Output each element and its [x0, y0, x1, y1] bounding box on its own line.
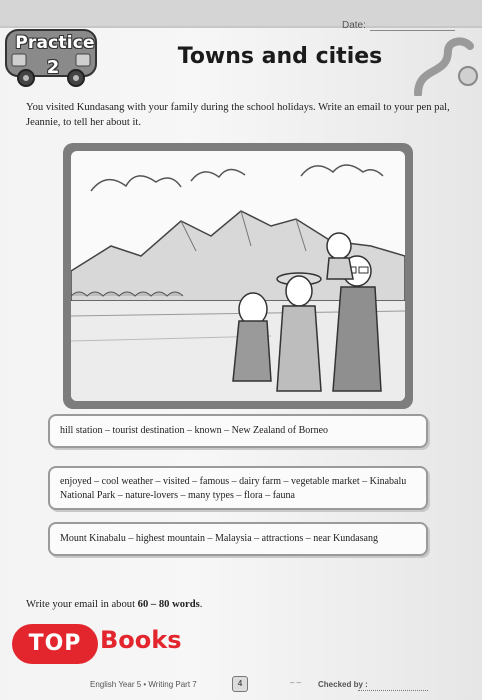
clue-box-3: Mount Kinabalu – highest mountain – Malaysia – attractions – near Kundasang: [48, 522, 428, 556]
checked-by-line: [358, 690, 428, 691]
footer-dash: – –: [290, 678, 302, 687]
instruction-text: You visited Kundasang with your family during the school holidays. Write an email to your pen pal, Jeannie, to tell her about it.: [26, 102, 450, 128]
clue-box-2: enjoyed – cool weather – visited – famous – dairy farm – vegetable market – Kinabalu National Park – nature-lovers – many types – flora – fauna: [48, 466, 428, 510]
write-prompt-suffix: .: [199, 599, 203, 610]
practice-badge: [4, 28, 100, 88]
clue-box-1: hill station – tourist destination – known – New Zealand of Borneo: [48, 414, 428, 448]
write-prompt: [26, 599, 202, 610]
footer-subject: English Year 5 • Writing Part 7: [90, 680, 197, 689]
badge-number: 2: [46, 57, 60, 78]
logo-books-text: Books: [100, 626, 182, 654]
date-label: Date:: [342, 20, 366, 31]
page-number: 4: [232, 676, 248, 692]
kundasang-illustration: [71, 151, 405, 401]
page-title: Towns and cities: [177, 44, 383, 69]
logo-top-text: TOP: [12, 624, 98, 664]
date-line: [370, 30, 455, 31]
write-prompt-prefix: Write your email in about: [26, 599, 138, 610]
checked-by-label: Checked by :: [318, 680, 368, 689]
badge-word: Practice: [15, 33, 95, 53]
page-footer: [0, 672, 482, 700]
mountain-family-illustration: [71, 151, 405, 401]
road-sign-icon: [408, 36, 480, 96]
picture-frame: [63, 143, 413, 409]
top-band: [0, 0, 482, 28]
word-count: 60 – 80 words: [137, 599, 200, 610]
